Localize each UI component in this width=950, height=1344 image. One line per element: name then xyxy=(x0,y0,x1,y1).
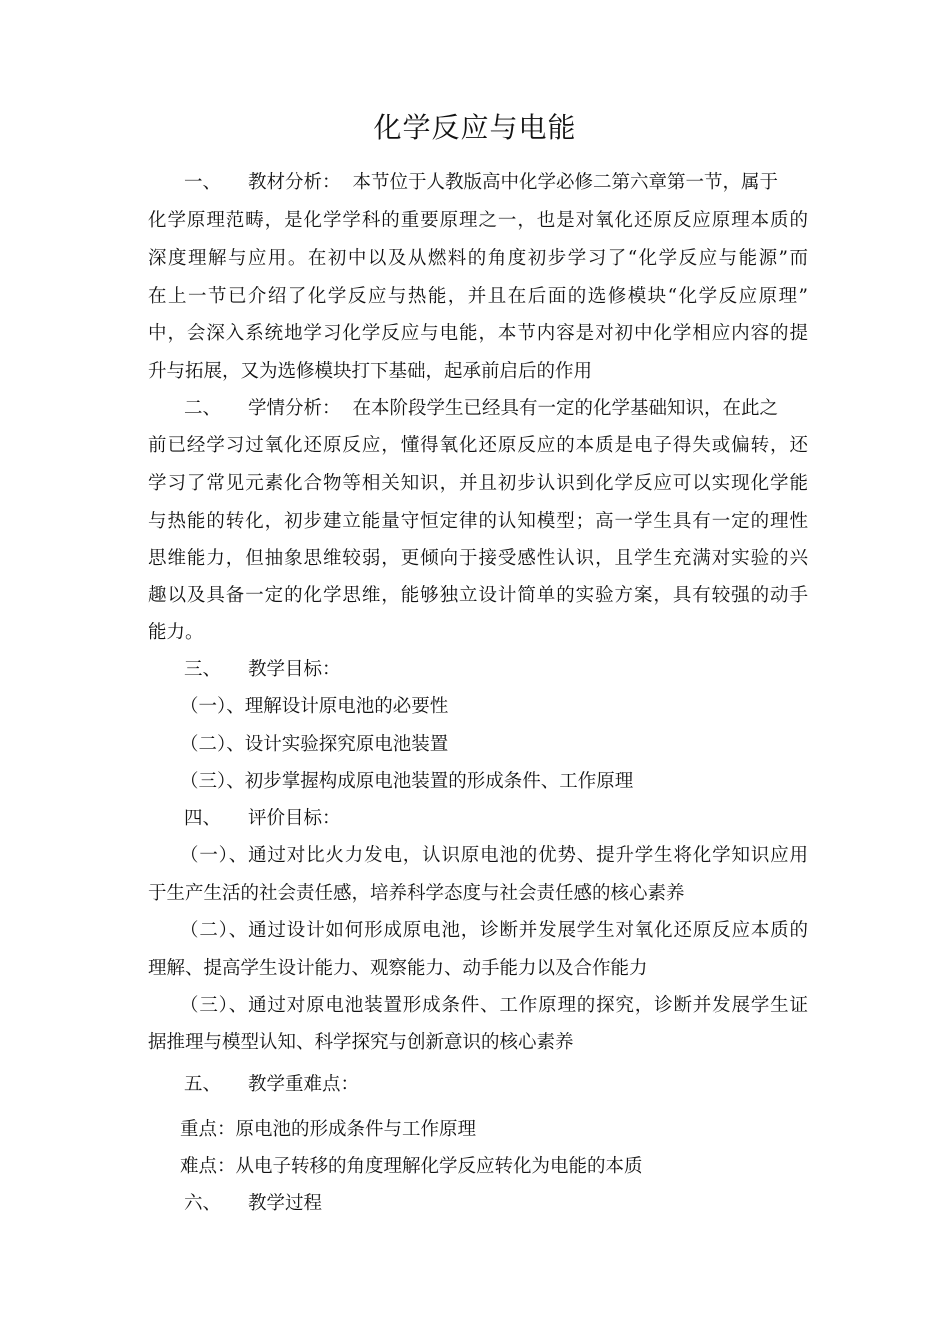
section-2-heading-line xyxy=(148,396,808,422)
section-1-heading-line xyxy=(148,170,808,196)
key-point: 重点：原电池的形成条件与工作原理 xyxy=(180,1119,477,1140)
page-title: 化学反应与电能 xyxy=(373,111,577,144)
evaluation-line-5: （三）、通过对原电池装置形成条件、工作原理的探究，诊断并发展学生证 xyxy=(180,995,808,1016)
section-2-label: 学情分析： xyxy=(248,398,341,419)
section-3-label: 教学目标： xyxy=(248,659,341,680)
section-2-line-0: 在本阶段学生已经具有一定的化学基础知识，在此之 xyxy=(352,398,779,419)
section-5-number: 五、 xyxy=(184,1074,222,1095)
section-4-number: 四、 xyxy=(184,808,222,829)
section-1-line-2: 深度理解与应用。在初中以及从燃料的角度初步学习了“化学反应与能源”而 xyxy=(148,248,808,269)
section-6-number: 六、 xyxy=(184,1193,222,1214)
evaluation-line-1: （一）、通过对比火力发电，认识原电池的优势、提升学生将化学知识应用 xyxy=(180,845,808,866)
section-6-label: 教学过程 xyxy=(248,1193,323,1214)
section-2-line-1: 前已经学习过氧化还原反应，懂得氧化还原反应的本质是电子得失或偏转，还 xyxy=(148,435,808,456)
difficult-point: 难点：从电子转移的角度理解化学反应转化为电能的本质 xyxy=(180,1156,643,1177)
objective-item-2: （二）、设计实验探究原电池装置 xyxy=(180,734,449,755)
section-1-line-1: 化学原理范畴，是化学学科的重要原理之一，也是对氧化还原反应原理本质的 xyxy=(148,210,808,231)
evaluation-line-2: 于生产生活的社会责任感，培养科学态度与社会责任感的核心素养 xyxy=(148,883,685,904)
section-1-line-3: 在上一节已介绍了化学反应与热能，并且在后面的选修模块“化学反应原理” xyxy=(148,286,808,307)
section-1-line-0: 本节位于人教版高中化学必修二第六章第一节，属于 xyxy=(352,172,779,193)
section-3-heading-line xyxy=(148,657,808,683)
section-4-heading-line xyxy=(148,806,808,832)
section-1-line-4: 中，会深入系统地学习化学反应与电能，本节内容是对初中化学相应内容的提 xyxy=(148,323,808,344)
section-4-label: 评价目标： xyxy=(248,808,341,829)
section-1-number: 一、 xyxy=(184,172,222,193)
section-2-line-3: 与热能的转化，初步建立能量守恒定律的认知模型；高一学生具有一定的理性 xyxy=(148,511,808,532)
section-1-line-5: 升与拓展，又为选修模块打下基础，起承前启后的作用 xyxy=(148,361,593,382)
section-1-label: 教材分析： xyxy=(248,172,341,193)
section-5-label: 教学重难点： xyxy=(248,1074,360,1095)
evaluation-line-6: 据推理与模型认知、科学探究与创新意识的核心素养 xyxy=(148,1032,574,1053)
section-2-line-6: 能力。 xyxy=(148,622,204,643)
section-2-line-4: 思维能力，但抽象思维较弱，更倾向于接受感性认识，且学生充满对实验的兴 xyxy=(148,548,808,569)
section-3-number: 三、 xyxy=(184,659,222,680)
objective-item-1: （一）、理解设计原电池的必要性 xyxy=(180,696,449,717)
section-2-number: 二、 xyxy=(184,398,222,419)
section-2-line-2: 学习了常见元素化合物等相关知识，并且初步认识到化学反应可以实现化学能 xyxy=(148,473,808,494)
section-6-heading-line xyxy=(148,1191,808,1217)
section-5-heading-line xyxy=(148,1072,808,1098)
section-2-line-5: 趣以及具备一定的化学思维，能够独立设计简单的实验方案，具有较强的动手 xyxy=(148,585,808,606)
evaluation-line-4: 理解、提高学生设计能力、观察能力、动手能力以及合作能力 xyxy=(148,958,648,979)
objective-item-3: （三）、初步掌握构成原电池装置的形成条件、工作原理 xyxy=(180,771,634,792)
evaluation-line-3: （二）、通过设计如何形成原电池，诊断并发展学生对氧化还原反应本质的 xyxy=(180,920,808,941)
